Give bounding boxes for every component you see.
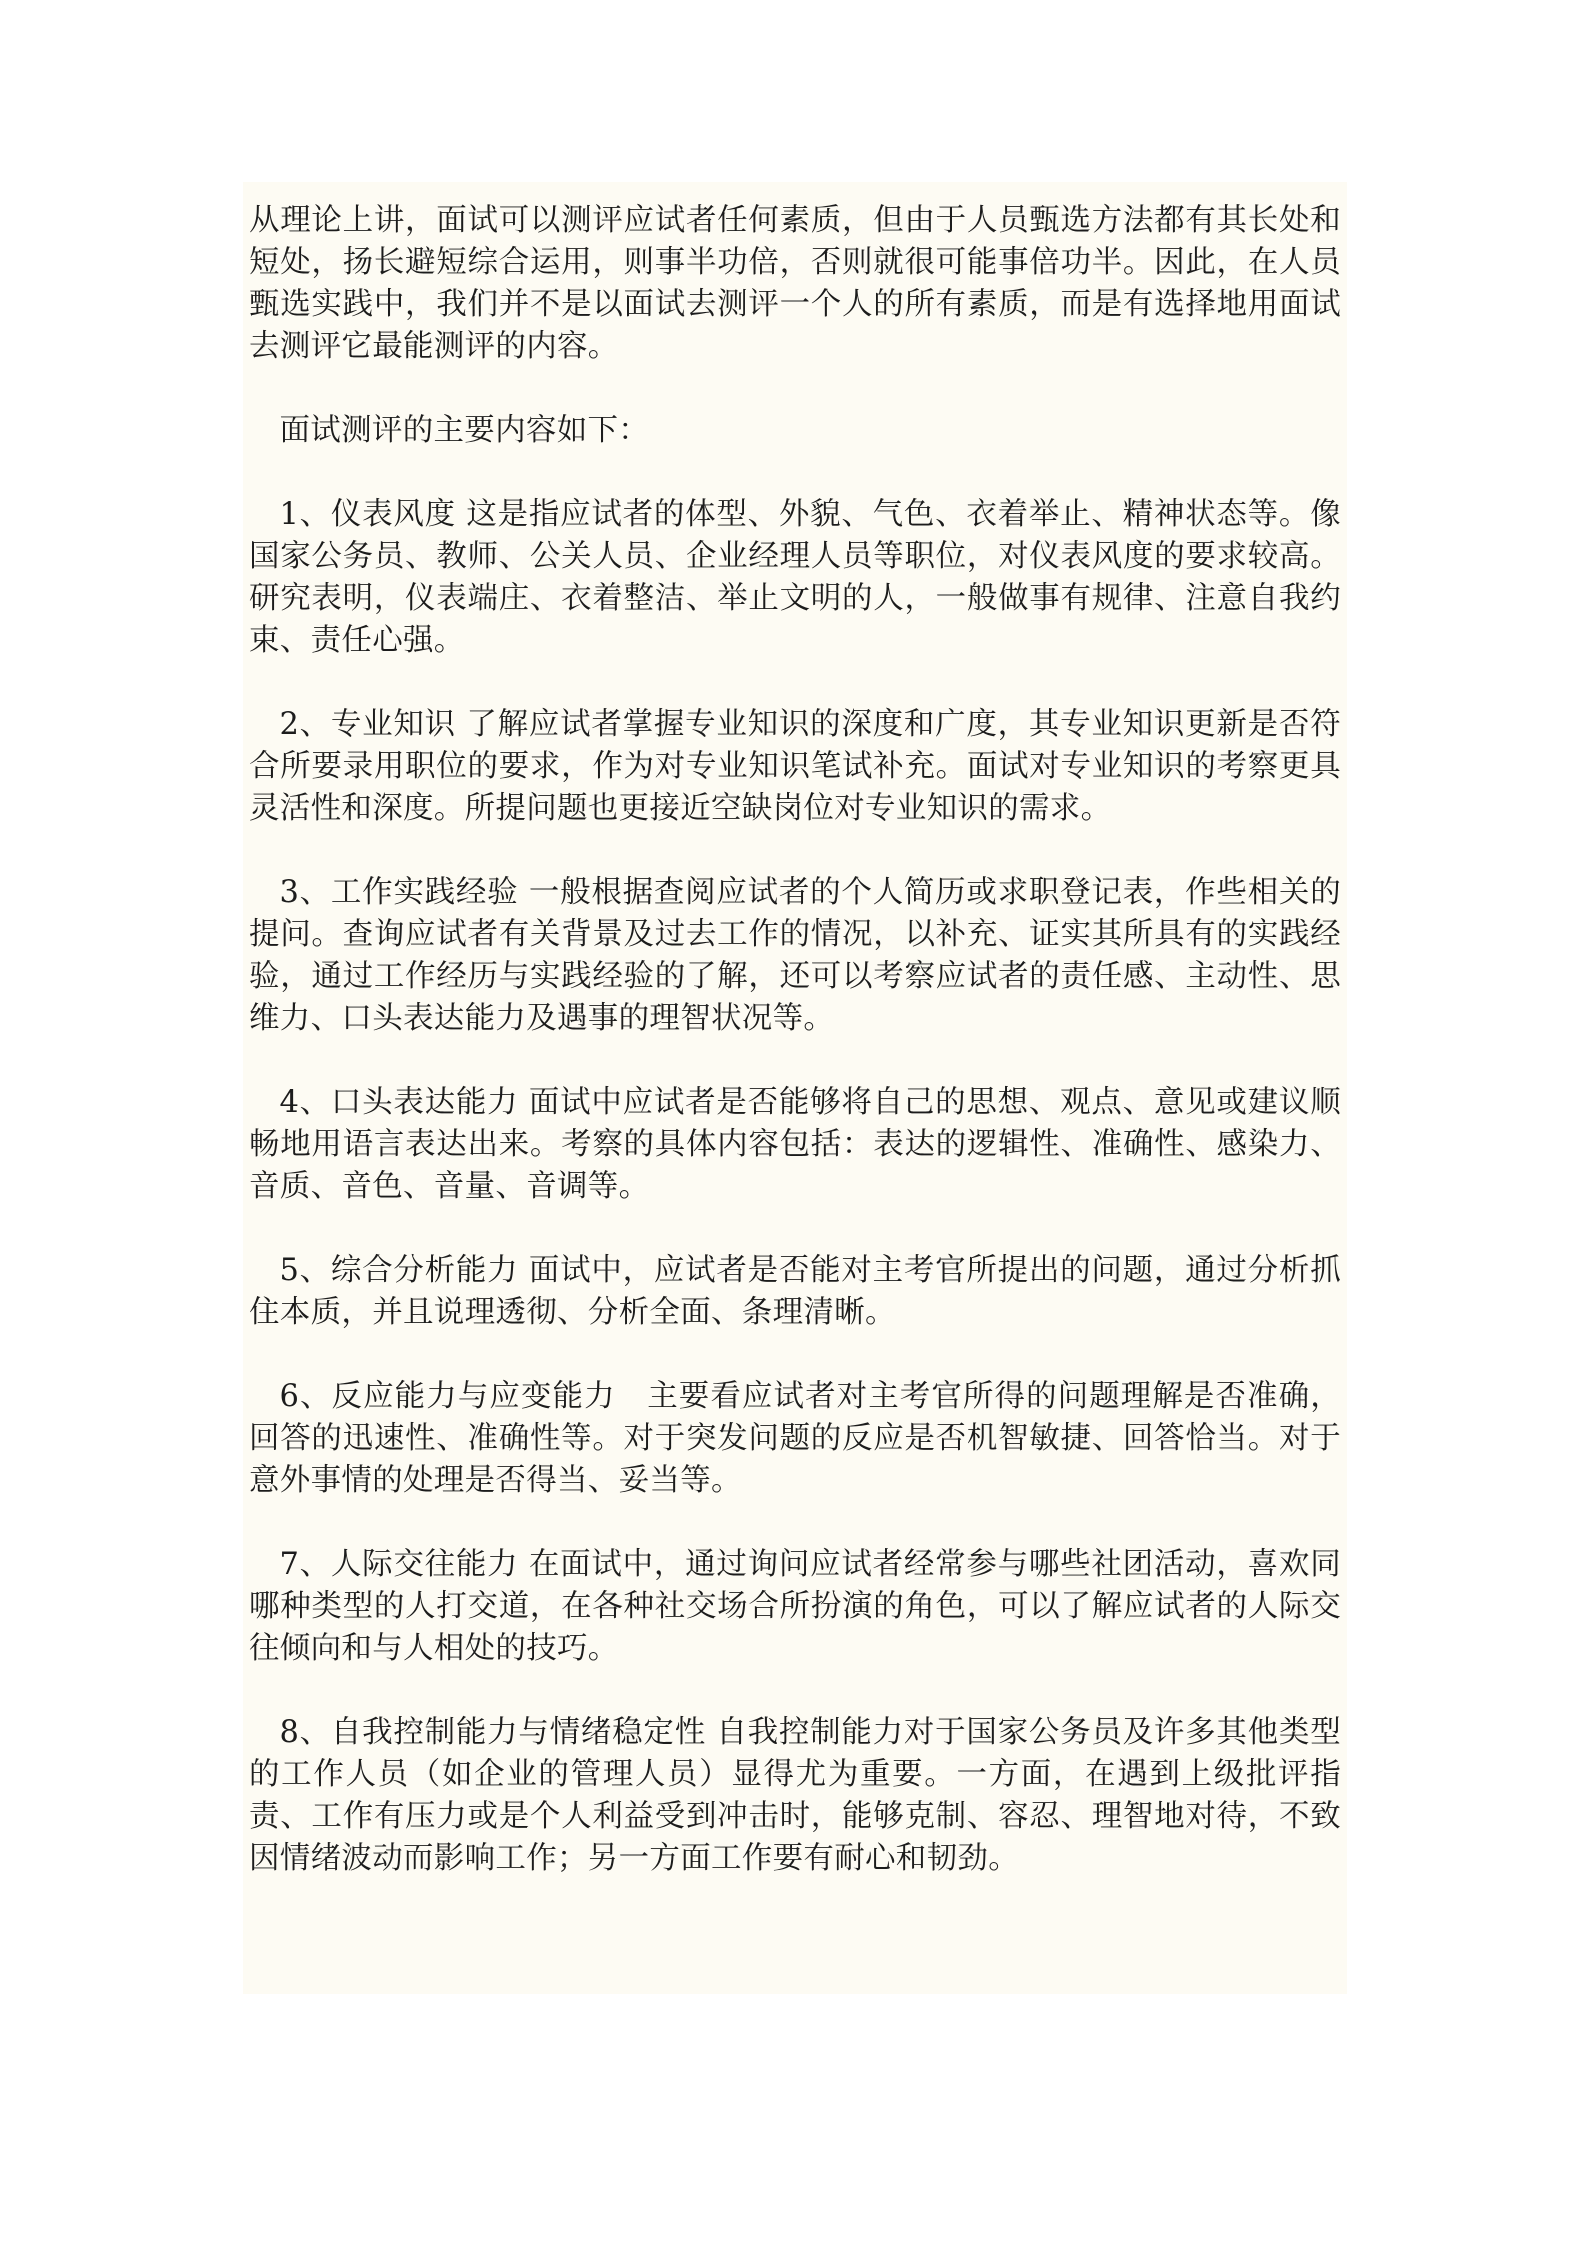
list-item-appearance: 1、仪表风度 这是指应试者的体型、外貌、气色、衣着举止、精神状态等。像国家公务员、教师、公关人员、企业经理人员等职位，对仪表风度的要求较高。研究表明，仪表端庄、衣着整洁、举止文明的人，一般做事有规律、注意自我约束、责任心强。: [249, 497, 1341, 658]
lead-paragraph: 面试测评的主要内容如下：: [279, 413, 650, 448]
list-item-verbal-expression: 4、口头表达能力 面试中应试者是否能够将自己的思想、观点、意见或建议顺畅地用语言表达出来。考察的具体内容包括：表达的逻辑性、准确性、感染力、音质、音色、音量、音调等。: [249, 1085, 1341, 1204]
list-item-response-ability: 6、反应能力与应变能力 主要看应试者对主考官所得的问题理解是否准确，回答的迅速性、准确性等。对于突发问题的反应是否机智敏捷、回答恰当。对于意外事情的处理是否得当、妥当等。: [249, 1379, 1341, 1498]
document-body: [243, 182, 1347, 1994]
list-item-analysis-ability: 5、综合分析能力 面试中，应试者是否能对主考官所提出的问题，通过分析抓住本质，并且说理透彻、分析全面、条理清晰。: [249, 1253, 1341, 1330]
list-item-interpersonal-ability: 7、人际交往能力 在面试中，通过询问应试者经常参与哪些社团活动，喜欢同哪种类型的人打交道，在各种社交场合所扮演的角色，可以了解应试者的人际交往倾向和与人相处的技巧。: [249, 1547, 1341, 1666]
list-item-work-experience: 3、工作实践经验 一般根据查阅应试者的个人简历或求职登记表，作些相关的提问。查询应试者有关背景及过去工作的情况，以补充、证实其所具有的实践经验，通过工作经历与实践经验的了解，还可以考察应试者的责任感、主动性、思维力、口头表达能力及遇事的理智状况等。: [249, 875, 1341, 1036]
list-item-self-control: 8、自我控制能力与情绪稳定性 自我控制能力对于国家公务员及许多其他类型的工作人员（如企业的管理人员）显得尤为重要。一方面，在遇到上级批评指责、工作有压力或是个人利益受到冲击时，能够克制、容忍、理智地对待，不致因情绪波动而影响工作；另一方面工作要有耐心和韧劲。: [249, 1715, 1341, 1876]
list-item-professional-knowledge: 2、专业知识 了解应试者掌握专业知识的深度和广度，其专业知识更新是否符合所要录用职位的要求，作为对专业知识笔试补充。面试对专业知识的考察更具灵活性和深度。所提问题也更接近空缺岗位对专业知识的需求。: [249, 707, 1341, 826]
intro-paragraph: 从理论上讲，面试可以测评应试者任何素质，但由于人员甄选方法都有其长处和短处，扬长避短综合运用，则事半功倍，否则就很可能事倍功半。因此，在人员甄选实践中，我们并不是以面试去测评一个人的所有素质，而是有选择地用面试去测评它最能测评的内容。: [249, 203, 1341, 364]
